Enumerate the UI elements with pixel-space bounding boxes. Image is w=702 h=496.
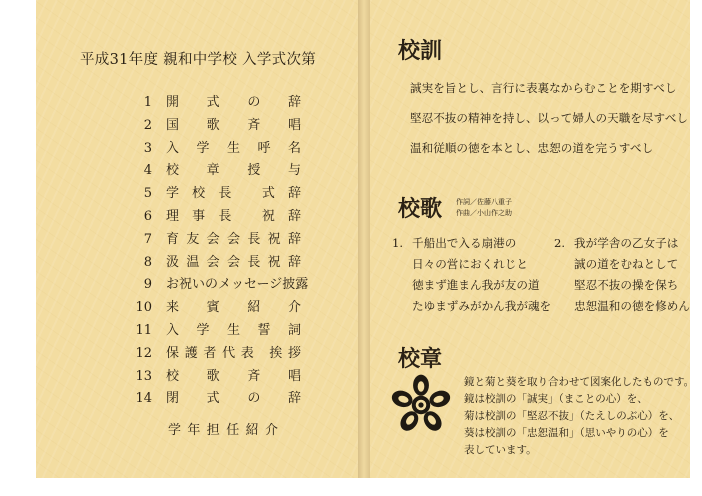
program-text: 理事長 祝辞 xyxy=(166,208,301,224)
composer-credit: 作曲／小山作之助 xyxy=(456,209,512,217)
emblem-line: 葵は校訓の「忠恕温和」（思いやりの心）を xyxy=(464,427,669,439)
program-text: 汲温会会長祝辞 xyxy=(166,254,301,270)
emblem-line: 鏡と菊と葵を取り合わせて図案化したものです。 xyxy=(464,376,695,388)
school-motto-heading: 校訓 xyxy=(398,38,443,64)
emblem-line: 表しています。 xyxy=(464,444,537,456)
emblem-line: 菊は校訓の「堅忍不抜」（たえしのぶ心）を、 xyxy=(464,410,680,422)
program-text: 保護者代表 挨拶 xyxy=(166,345,301,361)
verse-line: 堅忍不抜の操を保ち xyxy=(574,278,679,292)
program-item xyxy=(130,92,310,115)
ceremony-title: 平成31年度 親和中学校 入学式次第 xyxy=(80,52,317,68)
program-text: 校章授与 xyxy=(166,163,301,179)
verse-line: 日々の営におくれじと xyxy=(412,257,528,271)
song-verse-2 xyxy=(554,233,690,317)
program-text: 国歌斉唱 xyxy=(166,117,301,133)
program-text: 開式の辞 xyxy=(166,95,301,110)
program-item xyxy=(130,388,310,411)
verse-number: 1. xyxy=(392,236,404,250)
program-text: 育友会会長祝辞 xyxy=(166,231,301,247)
verse-line: 忠恕温和の徳を修めん xyxy=(574,299,690,313)
program-item xyxy=(130,274,310,297)
program-number: 2 xyxy=(143,117,152,133)
program-item xyxy=(130,366,310,389)
school-emblem-icon xyxy=(388,372,454,438)
verse-line: 千船出で入る扇港の xyxy=(412,236,517,250)
program-number: 7 xyxy=(143,231,152,247)
program-item xyxy=(130,320,310,343)
program-text: 入学生誓詞 xyxy=(166,322,301,338)
emblem-line: 鏡は校訓の「誠実」（まことの心）を、 xyxy=(464,393,648,405)
program-number: 12 xyxy=(135,345,152,361)
program-text: 閉式の辞 xyxy=(166,391,301,407)
program-number: 6 xyxy=(143,208,152,224)
verse-number: 2. xyxy=(554,236,566,250)
song-credits xyxy=(456,197,512,219)
program-item xyxy=(130,138,310,161)
program-text: 入学生呼名 xyxy=(166,140,301,156)
program-number: 8 xyxy=(143,254,152,270)
school-emblem-heading: 校章 xyxy=(398,346,443,372)
program-text: 来賓紹介 xyxy=(166,300,301,316)
program-item xyxy=(130,160,310,183)
verse-line: 我が学舎の乙女子は xyxy=(574,236,679,250)
center-fold xyxy=(358,0,370,478)
emblem-description xyxy=(464,374,694,459)
song-verse-1 xyxy=(392,233,551,317)
school-motto-line: 温和従順の徳を本とし、忠恕の道を完うすべし xyxy=(410,141,654,155)
program-item xyxy=(130,252,310,275)
program-item xyxy=(130,183,310,206)
closing-item: 学年担任紹介 xyxy=(168,423,278,438)
verse-line: たゆまずみがかん我が魂を xyxy=(412,299,552,313)
program-number: 13 xyxy=(135,368,152,384)
school-motto-line: 堅忍不抜の精神を持し、以って婦人の天職を尽すべし xyxy=(410,111,689,125)
program-number: 10 xyxy=(135,300,152,316)
program-number: 5 xyxy=(143,186,152,202)
program-number: 4 xyxy=(143,163,152,179)
program-number: 1 xyxy=(143,95,152,110)
program-text: 校歌斉唱 xyxy=(166,368,301,384)
verse-line: 徳まず進まん我が友の道 xyxy=(412,278,540,292)
program-item xyxy=(130,115,310,138)
verse-line: 誠の道をむねとして xyxy=(574,257,679,271)
program-text: 学校長 式辞 xyxy=(166,186,301,202)
program-item xyxy=(130,297,310,320)
ceremony-program xyxy=(130,92,310,411)
school-song-heading: 校歌 xyxy=(398,196,443,222)
program-number: 14 xyxy=(135,391,152,407)
program-number: 11 xyxy=(135,322,152,338)
program-number: 9 xyxy=(143,277,152,293)
program-item xyxy=(130,343,310,366)
program-item xyxy=(130,229,310,252)
school-motto-line: 誠実を旨とし、言行に表裏なからむことを期すべし xyxy=(410,81,677,95)
program-number: 3 xyxy=(143,140,152,156)
program-item xyxy=(130,206,310,229)
lyricist-credit: 作詞／佐藤八重子 xyxy=(456,198,512,206)
program-text: お祝いのメッセージ披露 xyxy=(166,277,309,293)
